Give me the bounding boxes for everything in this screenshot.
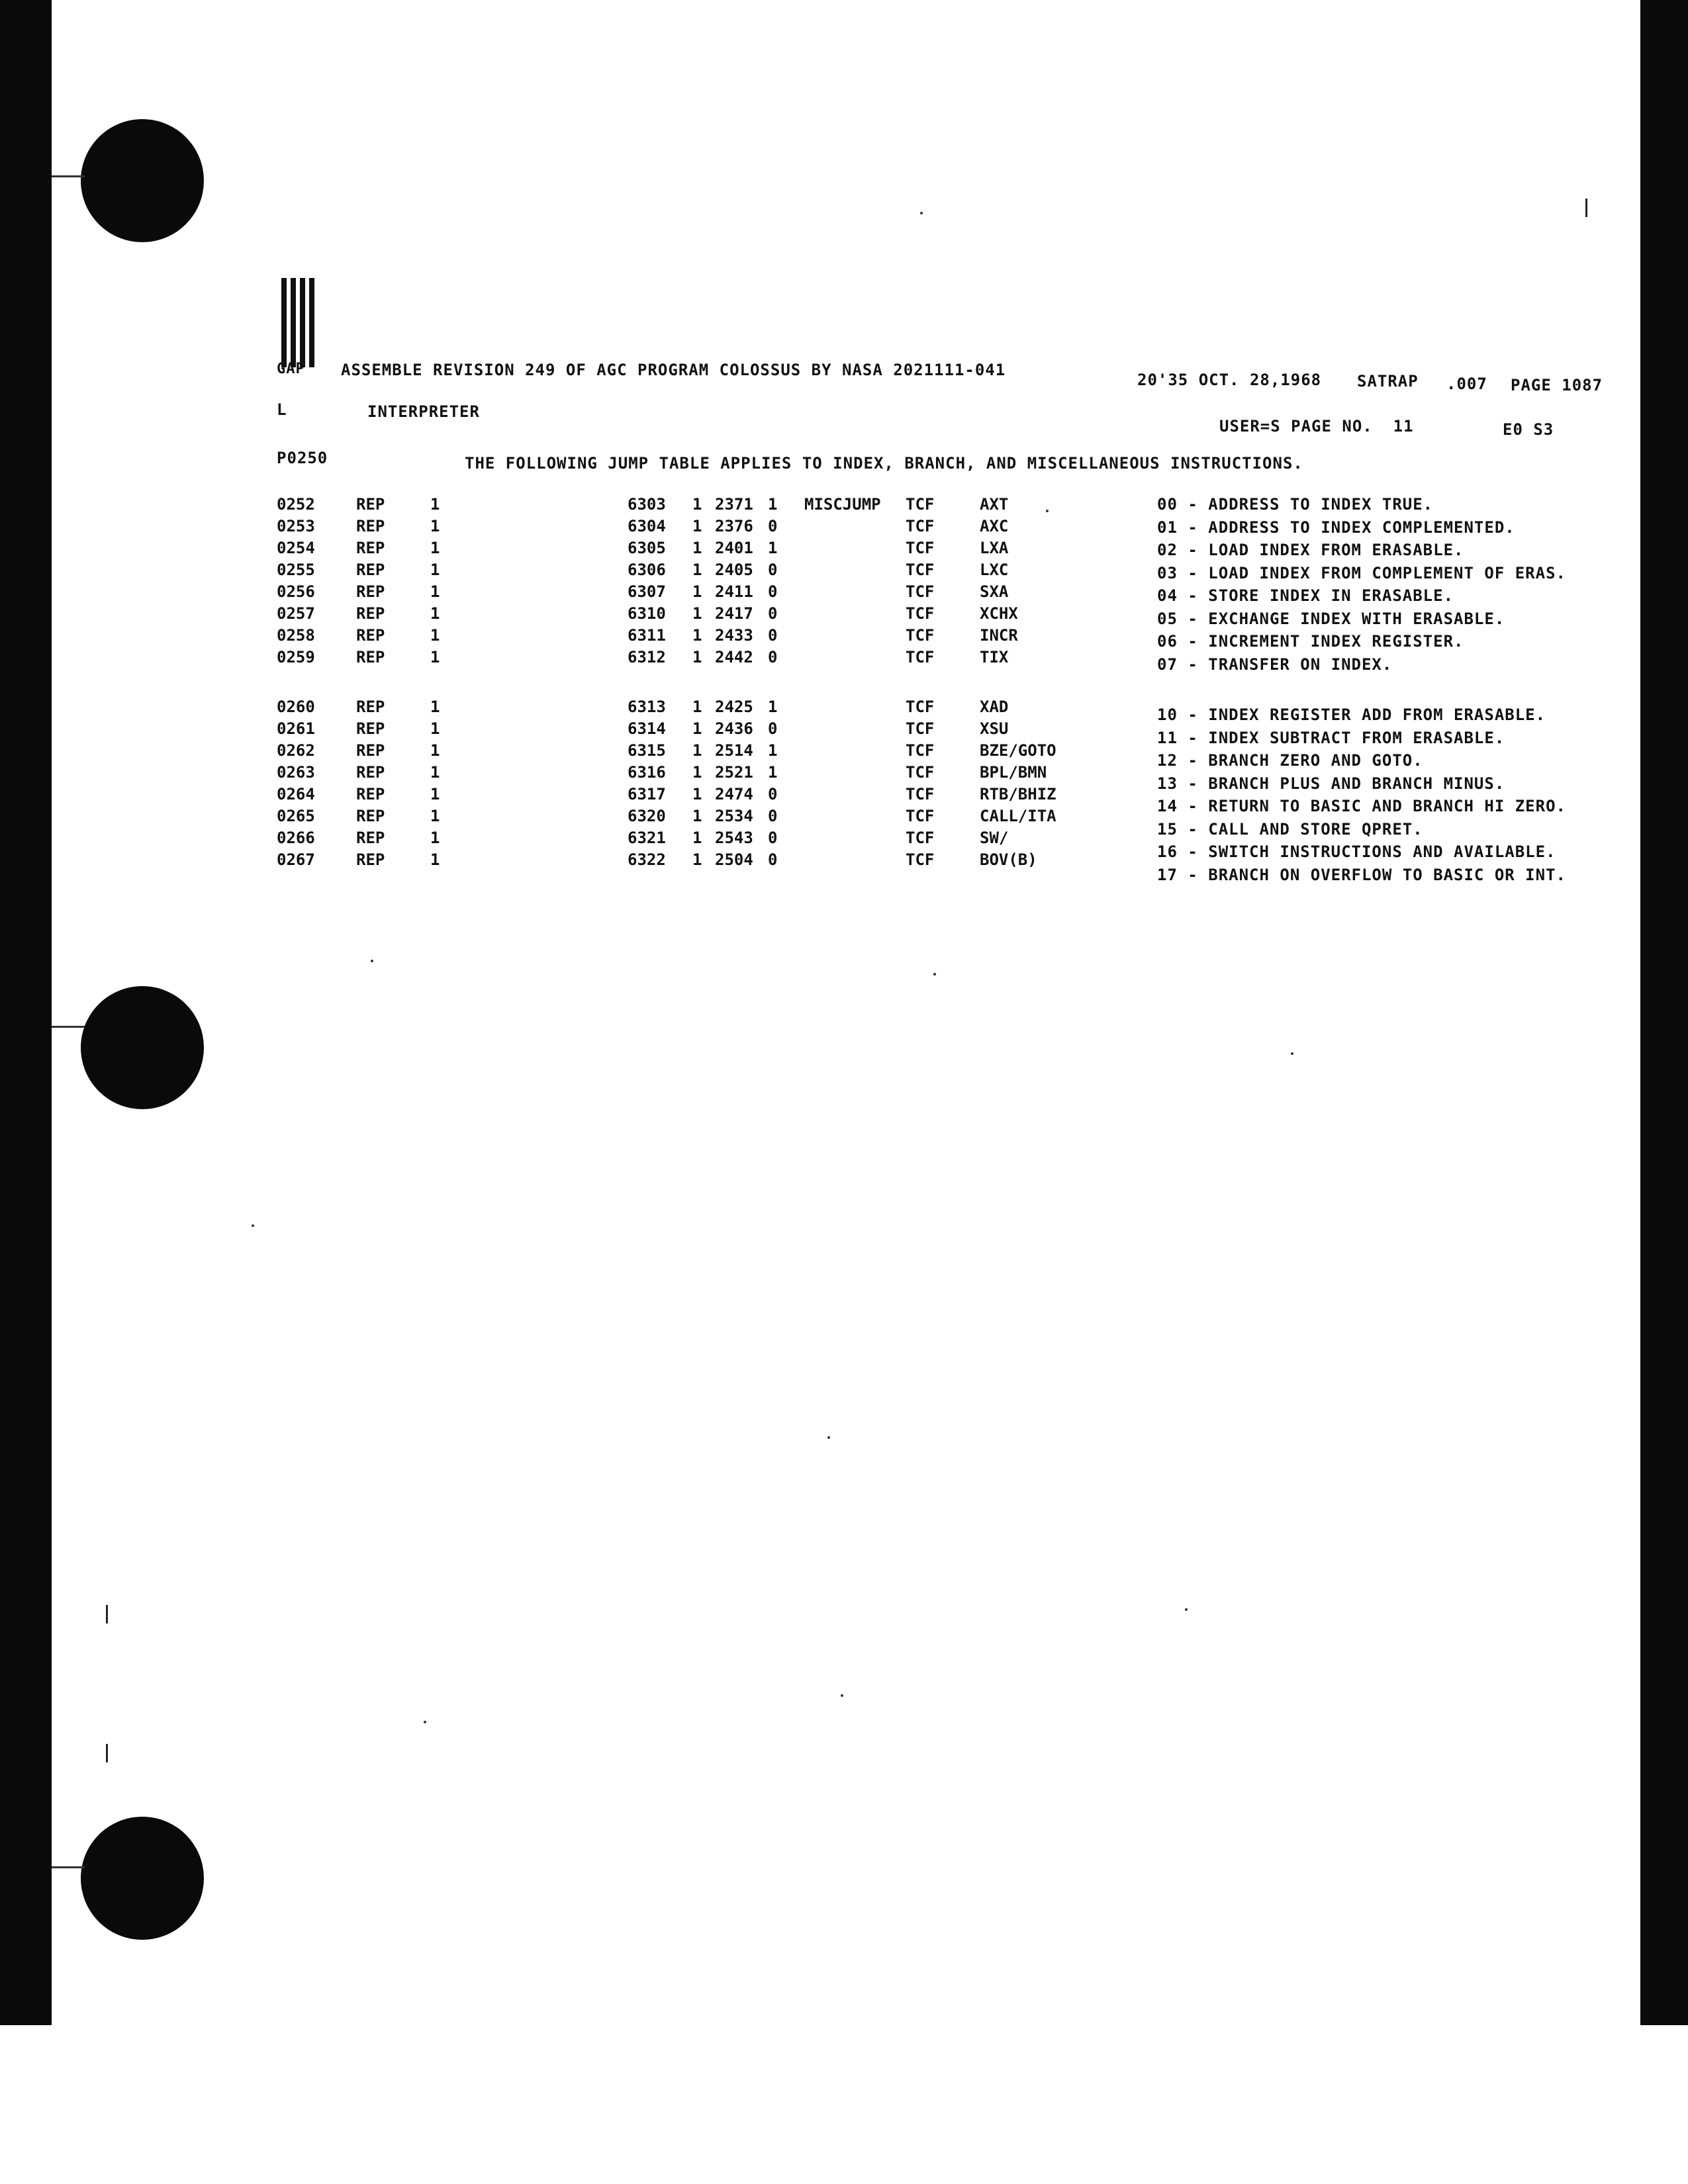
operand: CALL/ITA <box>980 807 1056 825</box>
table-row <box>277 539 1634 559</box>
address: 6312 <box>628 648 666 666</box>
left-scan-edge <box>0 0 52 2025</box>
rep-count: 1 <box>430 719 440 738</box>
line-number: 0258 <box>277 626 315 645</box>
table-row <box>277 582 1634 605</box>
comment: 03 - LOAD INDEX FROM COMPLEMENT OF ERAS. <box>1157 563 1566 582</box>
operand: AXC <box>980 517 1009 535</box>
flag: 0 <box>768 829 778 847</box>
operand: XSU <box>980 719 1009 738</box>
speck <box>1185 1608 1188 1611</box>
line-number: 0264 <box>277 785 315 803</box>
comment: 16 - SWITCH INSTRUCTIONS AND AVAILABLE. <box>1157 842 1556 861</box>
line-number: 0266 <box>277 829 315 847</box>
bank: 1 <box>692 517 702 535</box>
opcode: TCF <box>906 741 935 760</box>
speck <box>920 212 923 214</box>
operand: SW/ <box>980 829 1009 847</box>
operand: SXA <box>980 582 1009 601</box>
binder-mark <box>281 278 321 367</box>
comment: 02 - LOAD INDEX FROM ERASABLE. <box>1157 541 1464 559</box>
octal-value: 2371 <box>715 495 753 514</box>
flag: 0 <box>768 807 778 825</box>
table-row <box>277 698 1634 724</box>
comment: 01 - ADDRESS TO INDEX COMPLEMENTED. <box>1157 518 1515 537</box>
bank: 1 <box>692 495 702 514</box>
opcode: TCF <box>906 763 935 782</box>
table-row <box>277 719 1634 747</box>
table-row <box>277 785 1634 815</box>
comment: 15 - CALL AND STORE QPRET. <box>1157 819 1423 839</box>
opcode: TCF <box>906 807 935 825</box>
bank: 1 <box>692 648 702 666</box>
section-letter: L <box>277 400 287 419</box>
bank: 1 <box>692 741 702 760</box>
punch-mark <box>52 175 85 177</box>
speck <box>1291 1052 1293 1055</box>
table-row <box>277 604 1634 628</box>
octal-value: 2425 <box>715 698 753 716</box>
rep-tag: REP <box>356 807 385 825</box>
address: 6303 <box>628 495 666 514</box>
bank: 1 <box>692 604 702 623</box>
speck <box>371 960 373 962</box>
rep-tag: REP <box>356 495 385 514</box>
table-row <box>277 741 1634 770</box>
bank: 1 <box>692 626 702 645</box>
rep-count: 1 <box>430 495 440 514</box>
rep-tag: REP <box>356 785 385 803</box>
comment: 06 - INCREMENT INDEX REGISTER. <box>1157 632 1464 651</box>
rep-tag: REP <box>356 850 385 869</box>
flag: 0 <box>768 648 778 666</box>
opcode: TCF <box>906 719 935 738</box>
address: 6316 <box>628 763 666 782</box>
comment: 17 - BRANCH ON OVERFLOW TO BASIC OR INT. <box>1157 865 1566 884</box>
table-row <box>277 763 1634 793</box>
octal-value: 2433 <box>715 626 753 645</box>
flag: 0 <box>768 604 778 623</box>
comment: 12 - BRANCH ZERO AND GOTO. <box>1157 751 1423 770</box>
octal-value: 2521 <box>715 763 753 782</box>
bank: 1 <box>692 807 702 825</box>
line-number: 0255 <box>277 561 315 579</box>
rep-count: 1 <box>430 807 440 825</box>
page-number: PAGE 1087 <box>1511 376 1603 394</box>
operand: RTB/BHIZ <box>980 785 1056 803</box>
rep-tag: REP <box>356 582 385 601</box>
flag: 1 <box>768 539 778 557</box>
octal-value: 2411 <box>715 582 753 601</box>
rep-tag: REP <box>356 763 385 782</box>
opcode: TCF <box>906 604 935 623</box>
version-label: .007 <box>1446 375 1487 393</box>
comment: 13 - BRANCH PLUS AND BRANCH MINUS. <box>1157 774 1505 793</box>
address: 6320 <box>628 807 666 825</box>
comment: 00 - ADDRESS TO INDEX TRUE. <box>1157 495 1434 514</box>
octal-value: 2376 <box>715 517 753 535</box>
opcode: TCF <box>906 785 935 803</box>
intro-text: THE FOLLOWING JUMP TABLE APPLIES TO INDEX, BRANCH, AND MISCELLANEOUS INSTRUCTIONS. <box>465 454 1303 473</box>
line-number: 0256 <box>277 582 315 601</box>
address: 6305 <box>628 539 666 557</box>
rep-count: 1 <box>430 741 440 760</box>
speck <box>424 1721 426 1723</box>
intro-line-number: P0250 <box>277 449 328 467</box>
rep-tag: REP <box>356 626 385 645</box>
rep-count: 1 <box>430 561 440 579</box>
operand: LXC <box>980 561 1009 579</box>
bank: 1 <box>692 829 702 847</box>
opcode: TCF <box>906 698 935 716</box>
address: 6311 <box>628 626 666 645</box>
octal-value: 2401 <box>715 539 753 557</box>
address: 6313 <box>628 698 666 716</box>
punch-mark <box>52 1866 85 1868</box>
scan-artifact <box>1585 199 1587 217</box>
speck <box>252 1224 254 1227</box>
rep-tag: REP <box>356 698 385 716</box>
line-number: 0263 <box>277 763 315 782</box>
address: 6314 <box>628 719 666 738</box>
comment: 05 - EXCHANGE INDEX WITH ERASABLE. <box>1157 609 1505 628</box>
operand: AXT <box>980 495 1009 514</box>
opcode: TCF <box>906 626 935 645</box>
speck <box>841 1694 843 1697</box>
comment: 14 - RETURN TO BASIC AND BRANCH HI ZERO. <box>1157 797 1566 815</box>
operand: BOV(B) <box>980 850 1037 869</box>
line-number: 0262 <box>277 741 315 760</box>
octal-value: 2543 <box>715 829 753 847</box>
scan-artifact <box>106 1605 108 1623</box>
rep-tag: REP <box>356 604 385 623</box>
flag: 0 <box>768 561 778 579</box>
bank: 1 <box>692 539 702 557</box>
rep-count: 1 <box>430 626 440 645</box>
comment: 11 - INDEX SUBTRACT FROM ERASABLE. <box>1157 728 1505 747</box>
opcode: TCF <box>906 829 935 847</box>
address: 6315 <box>628 741 666 760</box>
operand: XAD <box>980 698 1009 716</box>
operand: TIX <box>980 648 1009 666</box>
flag: 1 <box>768 495 778 514</box>
opcode: TCF <box>906 517 935 535</box>
table-row <box>277 648 1634 674</box>
octal-value: 2436 <box>715 719 753 738</box>
opcode: TCF <box>906 495 935 514</box>
comment: 04 - STORE INDEX IN ERASABLE. <box>1157 586 1454 605</box>
address: 6304 <box>628 517 666 535</box>
line-number: 0252 <box>277 495 315 514</box>
rep-tag: REP <box>356 539 385 557</box>
operand: LXA <box>980 539 1009 557</box>
address: 6306 <box>628 561 666 579</box>
section-title: INTERPRETER <box>367 402 480 421</box>
bank: 1 <box>692 698 702 716</box>
table-row <box>277 850 1634 884</box>
scan-artifact <box>106 1744 108 1762</box>
timestamp: 20'35 OCT. 28,1968 <box>1137 371 1322 389</box>
operand: XCHX <box>980 604 1018 623</box>
flag: 1 <box>768 698 778 716</box>
punch-mark <box>52 1026 85 1028</box>
line-number: 0253 <box>277 517 315 535</box>
rep-count: 1 <box>430 763 440 782</box>
right-scan-edge <box>1640 0 1688 2025</box>
address: 6317 <box>628 785 666 803</box>
line-number: 0265 <box>277 807 315 825</box>
user-page-number: USER=S PAGE NO. 11 <box>1219 417 1414 435</box>
table-row <box>277 517 1634 537</box>
operand: BPL/BMN <box>980 763 1047 782</box>
octal-value: 2417 <box>715 604 753 623</box>
octal-value: 2504 <box>715 850 753 869</box>
rep-count: 1 <box>430 829 440 847</box>
punch-hole-middle <box>81 986 204 1109</box>
operand: BZE/GOTO <box>980 741 1056 760</box>
rep-count: 1 <box>430 539 440 557</box>
opcode: TCF <box>906 648 935 666</box>
table-row <box>277 561 1634 580</box>
bank: 1 <box>692 561 702 579</box>
line-number: 0260 <box>277 698 315 716</box>
comment: 10 - INDEX REGISTER ADD FROM ERASABLE. <box>1157 705 1546 724</box>
octal-value: 2405 <box>715 561 753 579</box>
address: 6307 <box>628 582 666 601</box>
operand: INCR <box>980 626 1018 645</box>
speck <box>933 973 936 976</box>
rep-tag: REP <box>356 829 385 847</box>
rep-count: 1 <box>430 604 440 623</box>
flag: 1 <box>768 741 778 760</box>
address: 6322 <box>628 850 666 869</box>
flag: 0 <box>768 582 778 601</box>
rep-tag: REP <box>356 561 385 579</box>
rep-tag: REP <box>356 741 385 760</box>
speck <box>827 1436 830 1439</box>
flag: 0 <box>768 626 778 645</box>
line-number: 0261 <box>277 719 315 738</box>
table-row <box>277 626 1634 651</box>
flag: 0 <box>768 719 778 738</box>
address: 6310 <box>628 604 666 623</box>
satrap-label: SATRAP <box>1357 372 1419 390</box>
bank: 1 <box>692 785 702 803</box>
bank: 1 <box>692 582 702 601</box>
octal-value: 2514 <box>715 741 753 760</box>
header-mark: GAP <box>277 361 305 377</box>
rep-count: 1 <box>430 785 440 803</box>
table-row <box>277 495 1634 515</box>
bank: 1 <box>692 850 702 869</box>
address: 6321 <box>628 829 666 847</box>
flag: 0 <box>768 517 778 535</box>
rep-count: 1 <box>430 517 440 535</box>
flag: 1 <box>768 763 778 782</box>
rep-count: 1 <box>430 582 440 601</box>
flag: 0 <box>768 850 778 869</box>
line-number: 0259 <box>277 648 315 666</box>
octal-value: 2534 <box>715 807 753 825</box>
octal-value: 2442 <box>715 648 753 666</box>
line-number: 0257 <box>277 604 315 623</box>
bank: 1 <box>692 763 702 782</box>
label: MISCJUMP <box>804 495 881 514</box>
opcode: TCF <box>906 582 935 601</box>
rep-count: 1 <box>430 648 440 666</box>
octal-value: 2474 <box>715 785 753 803</box>
opcode: TCF <box>906 539 935 557</box>
code-label: E0 S3 <box>1503 420 1554 439</box>
rep-tag: REP <box>356 517 385 535</box>
rep-tag: REP <box>356 719 385 738</box>
rep-tag: REP <box>356 648 385 666</box>
line-number: 0267 <box>277 850 315 869</box>
assemble-title: ASSEMBLE REVISION 249 OF AGC PROGRAM COLOSSUS BY NASA 2021111-041 <box>341 361 1006 379</box>
opcode: TCF <box>906 561 935 579</box>
opcode: TCF <box>906 850 935 869</box>
comment: 07 - TRANSFER ON INDEX. <box>1157 655 1393 674</box>
bank: 1 <box>692 719 702 738</box>
punch-hole-bottom <box>81 1817 204 1940</box>
rep-count: 1 <box>430 698 440 716</box>
punch-hole-top <box>81 119 204 242</box>
rep-count: 1 <box>430 850 440 869</box>
line-number: 0254 <box>277 539 315 557</box>
flag: 0 <box>768 785 778 803</box>
